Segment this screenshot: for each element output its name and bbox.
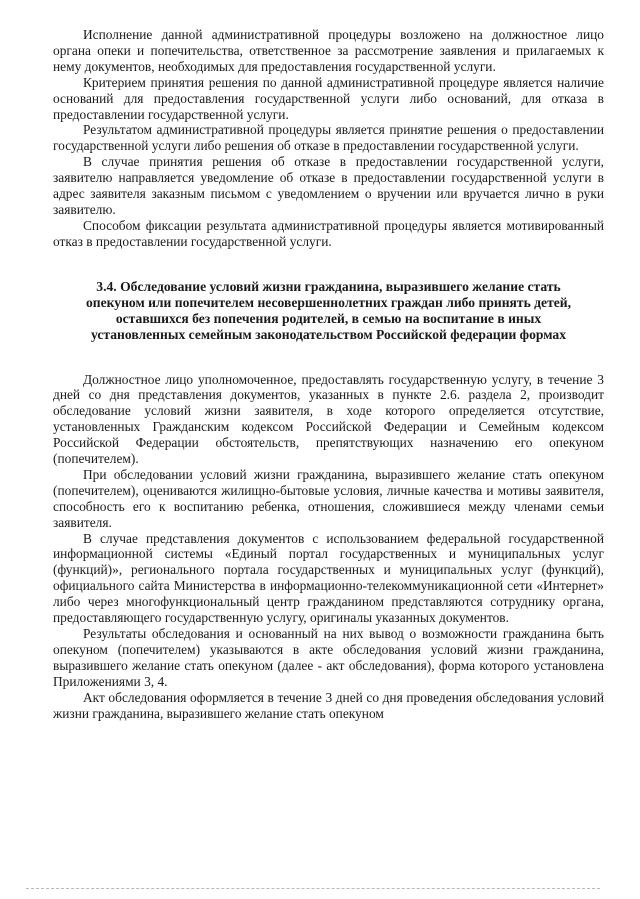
paragraph-refusal-notice: В случае принятия решения об отказе в предоставлении государственной услуги, заявителю направляется уведомление об отказе в предоставлении государственной услуги в адрес заявителя заказным письмом с уведомлением о вручении или вручается лично в руки заявителю.: [53, 154, 604, 217]
paragraph-executor: Исполнение данной административной процедуры возложено на должностное лицо органа опеки и попечительства, ответственное за рассмотрение заявления и прилагаемых к нему документов, необходимых для предоставления государственной услуги.: [53, 27, 604, 74]
document-page: [53, 27, 604, 721]
paragraph-inspection: Должностное лицо уполномоченное, предоставлять государственную услугу, в течение 3 дней со дня представления документов, указанных в пункте 2.6. раздела 2, производит обследование условий жизни заявителя, в ходе которого определяется отсутствие, установленных Гражданским кодексом Российской Федерации и Семейным кодексом Российской Федерации обстоятельств, препятствующих назначению его опекуном (попечителем).: [53, 371, 604, 467]
paragraph-portal-documents: В случае представления документов с использованием федеральной государственной информационной системы «Единый портал государственных и муниципальных услуг (функций)», регионального портала государственных и муниципальных услуг (функций), официального сайта Министерства в информационно-телекоммуникационной сети «Интернет» либо через многофункциональный центр гражданином представляются сотруднику органа, предоставляющего государственную услугу, оригиналы указанных документов.: [53, 530, 604, 626]
section-heading: [53, 279, 604, 344]
section-heading-line: опекуном или попечителем несовершеннолетних граждан либо принять детей,: [85, 294, 572, 310]
paragraph-inspection-results: Результаты обследования и основанный на них вывод о возможности гражданина быть опекуном (попечителем) указываются в акте обследования условий жизни гражданина, выразившего желание стать опекуном (далее - акт обследования), форма которого установлена Приложениями 3, 4.: [53, 626, 604, 689]
section-heading-line: установленных семейным законодательством Российской федерации формах: [91, 327, 566, 343]
section-heading-line: 3.4. Обследование условий жизни гражданина, выразившего желание стать: [96, 278, 561, 294]
paragraph-procedure-result: Результатом административной процедуры является принятие решения о предоставлении государственной услуги либо решения об отказе в предоставлении государственной услуги.: [53, 122, 604, 154]
footer-rule: [26, 888, 600, 889]
paragraph-decision-criterion: Критерием принятия решения по данной административной процедуре является наличие оснований для предоставления государственной услуги либо оснований, для отказа в предоставлении государственной услуги.: [53, 74, 604, 122]
paragraph-living-conditions: При обследовании условий жизни гражданина, выразившего желание стать опекуном (попечителем), оцениваются жилищно-бытовые условия, личные качества и мотивы заявителя, способность его к воспитанию ребенка, отношения, сложившиеся между членами семьи заявителя.: [53, 466, 604, 530]
paragraph-inspection-act: Акт обследования оформляется в течение 3 дней со дня проведения обследования условий жизни гражданина, выразившего желание стать опекуном: [53, 689, 604, 721]
section-heading-line: оставшихся без попечения родителей, в семью на воспитание в иных: [115, 311, 542, 327]
paragraph-result-fixation: Способом фиксации результата административной процедуры является мотивированный отказ в предоставлении государственной услуги.: [53, 217, 604, 249]
